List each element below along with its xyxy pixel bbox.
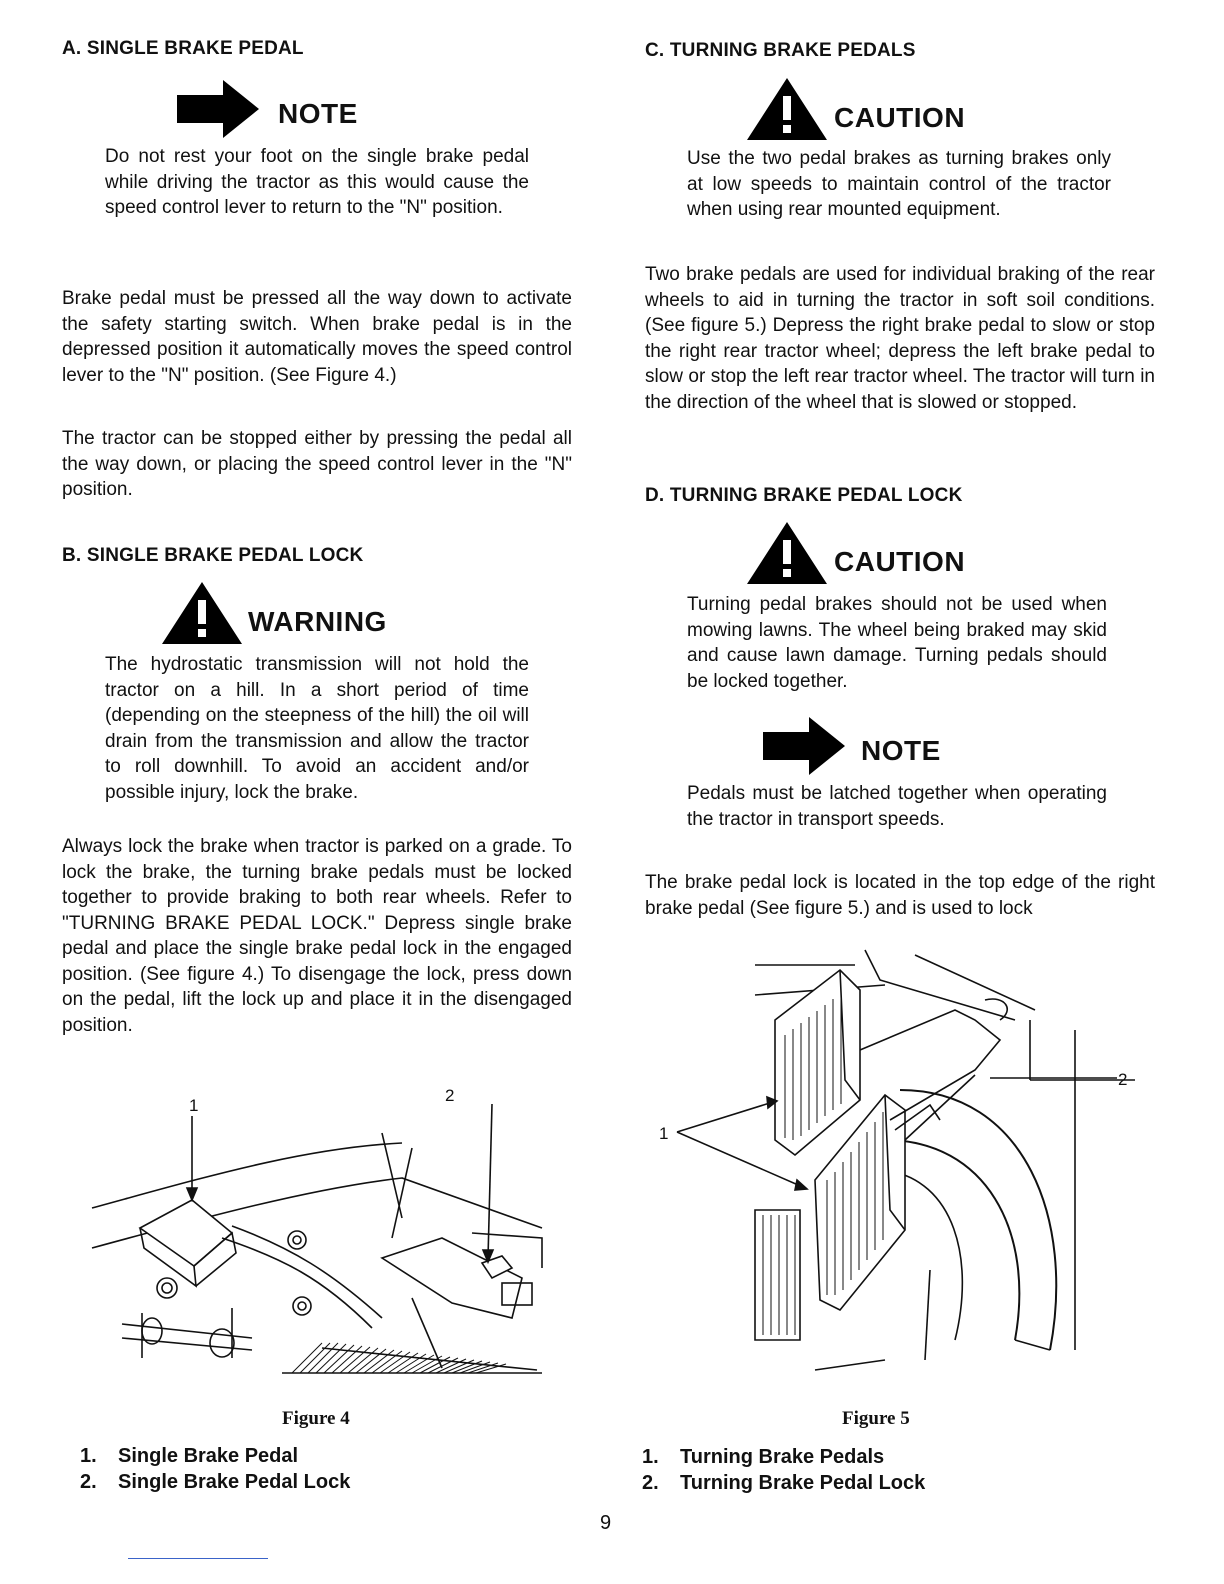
section-c-heading: C. TURNING BRAKE PEDALS <box>645 40 916 61</box>
section-d-heading: D. TURNING BRAKE PEDAL LOCK <box>645 485 963 506</box>
note-text: Do not rest your foot on the single brake pedal while driving the tractor as this would cause the speed control lever to return to the "N" position. <box>105 146 529 218</box>
footer-rule <box>128 1558 268 1559</box>
caution-text: Turning pedal brakes should not be used when mowing lawns. The wheel being braked may skid and cause lawn damage. Turning pedals should be locked together. <box>687 594 1107 692</box>
legend-item: 2. Turning Brake Pedal Lock <box>642 1472 926 1494</box>
warning-triangle-icon <box>162 582 242 644</box>
figure-5-callout-1: 1 <box>659 1124 669 1143</box>
figure-5-legend <box>642 1444 925 1496</box>
section-a-paragraph-1: Brake pedal must be pressed all the way down to activate the safety starting switch. When brake pedal is in the depressed position it automatically moves the speed control lever to the "N" position. (See Figure 4.) <box>62 288 572 386</box>
legend-item: 1. Single Brake Pedal <box>80 1445 299 1467</box>
section-b-heading: B. SINGLE BRAKE PEDAL LOCK <box>62 545 364 566</box>
figure-5-caption: Figure 5 <box>842 1408 910 1429</box>
section-a-paragraph-2: The tractor can be stopped either by pressing the pedal all the way down, or placing the speed control lever in the "N" position. <box>62 428 572 500</box>
warning-text: The hydrostatic transmission will not hold the tractor on a hill. In a short period of time (depending on the steepness of the hill) the oil will drain from the transmission and allow the tractor to roll downhill. To avoid an accident and/or possible injury, lock the brake. <box>105 654 529 803</box>
figure-4-caption: Figure 4 <box>282 1408 350 1429</box>
section-a-heading: A. SINGLE BRAKE PEDAL <box>62 38 304 59</box>
figure-5-illustration <box>655 940 1145 1380</box>
caution-triangle-icon <box>747 78 827 140</box>
caution-triangle-icon <box>747 522 827 584</box>
note-label: NOTE <box>861 735 941 766</box>
figure-4-callout-2: 2 <box>445 1086 455 1105</box>
figure-4-legend <box>80 1443 350 1495</box>
legend-item: 1. Turning Brake Pedals <box>642 1446 885 1468</box>
section-d-paragraph-1: The brake pedal lock is located in the top edge of the right brake pedal (See figure 5.) and is used to lock <box>645 872 1155 919</box>
figure-4-callout-1: 1 <box>189 1096 199 1115</box>
caution-label: CAUTION <box>834 102 966 133</box>
figure-5-callout-2: 2 <box>1118 1070 1128 1089</box>
note-label: NOTE <box>278 98 358 129</box>
note-arrow-icon <box>763 717 845 775</box>
legend-item: 2. Single Brake Pedal Lock <box>80 1471 351 1493</box>
page-number: 9 <box>600 1512 612 1534</box>
section-c-paragraph-1: Two brake pedals are used for individual braking of the rear wheels to aid in turning the tractor in soft soil conditions. (See figure 5.) Depress the right brake pedal to slow or stop the right rear tractor wheel; depress the left brake pedal to slow or stop the left rear tractor wheel. The tractor will turn in the direction of the wheel that is slowed or stopped. <box>645 264 1155 413</box>
note-arrow-icon <box>177 80 259 138</box>
caution-label: CAUTION <box>834 546 966 577</box>
warning-label: WARNING <box>248 606 387 637</box>
section-b-paragraph-1: Always lock the brake when tractor is parked on a grade. To lock the brake, the turning brake pedals must be locked together to provide braking to both rear wheels. Refer to "TURNING BRAKE PEDAL LOCK." Depress single brake pedal and place the single brake pedal lock in the engaged position. (See figure 4.) To disengage the lock, press down on the pedal, lift the lock up and place it in the disengaged position. <box>62 836 572 1036</box>
caution-text: Use the two pedal brakes as turning brakes only at low speeds to maintain control of the tractor when using rear mounted equipment. <box>687 148 1111 220</box>
figure-4-illustration <box>82 1088 552 1388</box>
note-text: Pedals must be latched together when operating the tractor in transport speeds. <box>687 783 1107 830</box>
